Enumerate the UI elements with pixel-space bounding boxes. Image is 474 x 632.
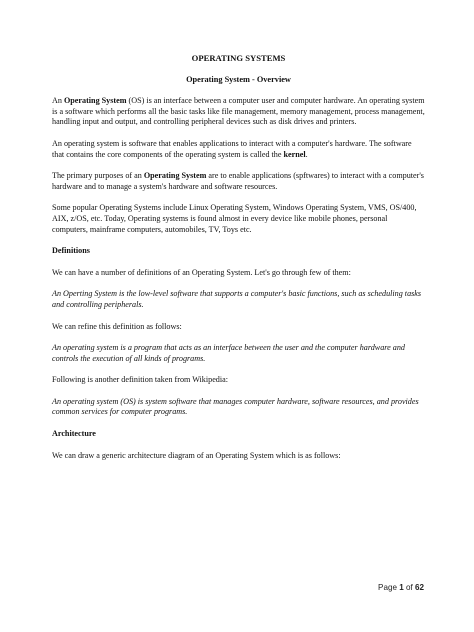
definition-2: An operating system is a program that acts as an interface between the user and the computer hardware and controls the execution of all kinds of programs. — [52, 343, 405, 363]
intro-paragraph-1 — [52, 96, 425, 128]
intro-p1-bold-term: Operating System — [63, 96, 127, 106]
architecture-heading: Architecture — [52, 429, 96, 439]
document-subtitle: Operating System - Overview — [186, 74, 291, 84]
definition-1: An Operting System is the low-level software that supports a computer's basic functions, such as scheduling tasks and controlling peripherals. — [52, 289, 422, 309]
page-number-footer — [378, 583, 424, 592]
intro-p3-prefix: The primary purposes of an — [52, 171, 144, 181]
architecture-lead: We can draw a generic architecture diagram of an Operating System which is as follows: — [52, 450, 341, 460]
intro-p2-text: An operating system is software that enables applications to interact with a computer's hardware. The software that contains the core components of the operating system is called the — [52, 138, 412, 159]
intro-p3-rest: are to enable applications (spftwares) to interact with a computer's hardware and to manage a system's hardware and software resources. — [52, 171, 424, 191]
intro-p1-prefix: An — [52, 96, 64, 106]
definition-3: An operating system (OS) is system software that manages computer hardware, software resources, and provides common services for computer programs. — [52, 396, 419, 417]
document-body — [52, 53, 425, 472]
page-current: 1 — [399, 583, 404, 592]
intro-p1-rest: (OS) is an interface between a computer user and computer hardware. An operating system is a software which performs all the basic tasks like file management, memory management, process management, handling input and output, and controlling peripheral devices such as disk drives and printers. — [52, 96, 425, 127]
document-title: OPERATING SYSTEMS — [191, 53, 286, 63]
kernel-term: kernel — [283, 149, 306, 159]
definitions-lead: We can have a number of definitions of an Operating System. Let's go through few of them: — [52, 267, 351, 277]
intro-p3-bold-term: Operating System — [143, 171, 207, 181]
definitions-refine: We can refine this definition as follows: — [52, 321, 182, 331]
intro-paragraph-4: Some popular Operating Systems include Linux Operating System, Windows Operating System, VMS, OS/400, AIX, z/OS, etc. Today, Operating systems is found almost in every device like mobile phones, personal computers, mainframe computers, automobiles, TV, Toys etc. — [52, 203, 417, 234]
intro-paragraph-2 — [52, 139, 425, 160]
of-word: of — [405, 583, 413, 592]
wikipedia-lead: Following is another definition taken from Wikipedia: — [52, 375, 228, 385]
intro-p2-end: . — [305, 149, 308, 159]
intro-paragraph-3 — [52, 171, 425, 192]
page-total: 62 — [414, 583, 424, 592]
definitions-heading: Definitions — [52, 246, 90, 256]
page-word: Page — [378, 583, 397, 592]
